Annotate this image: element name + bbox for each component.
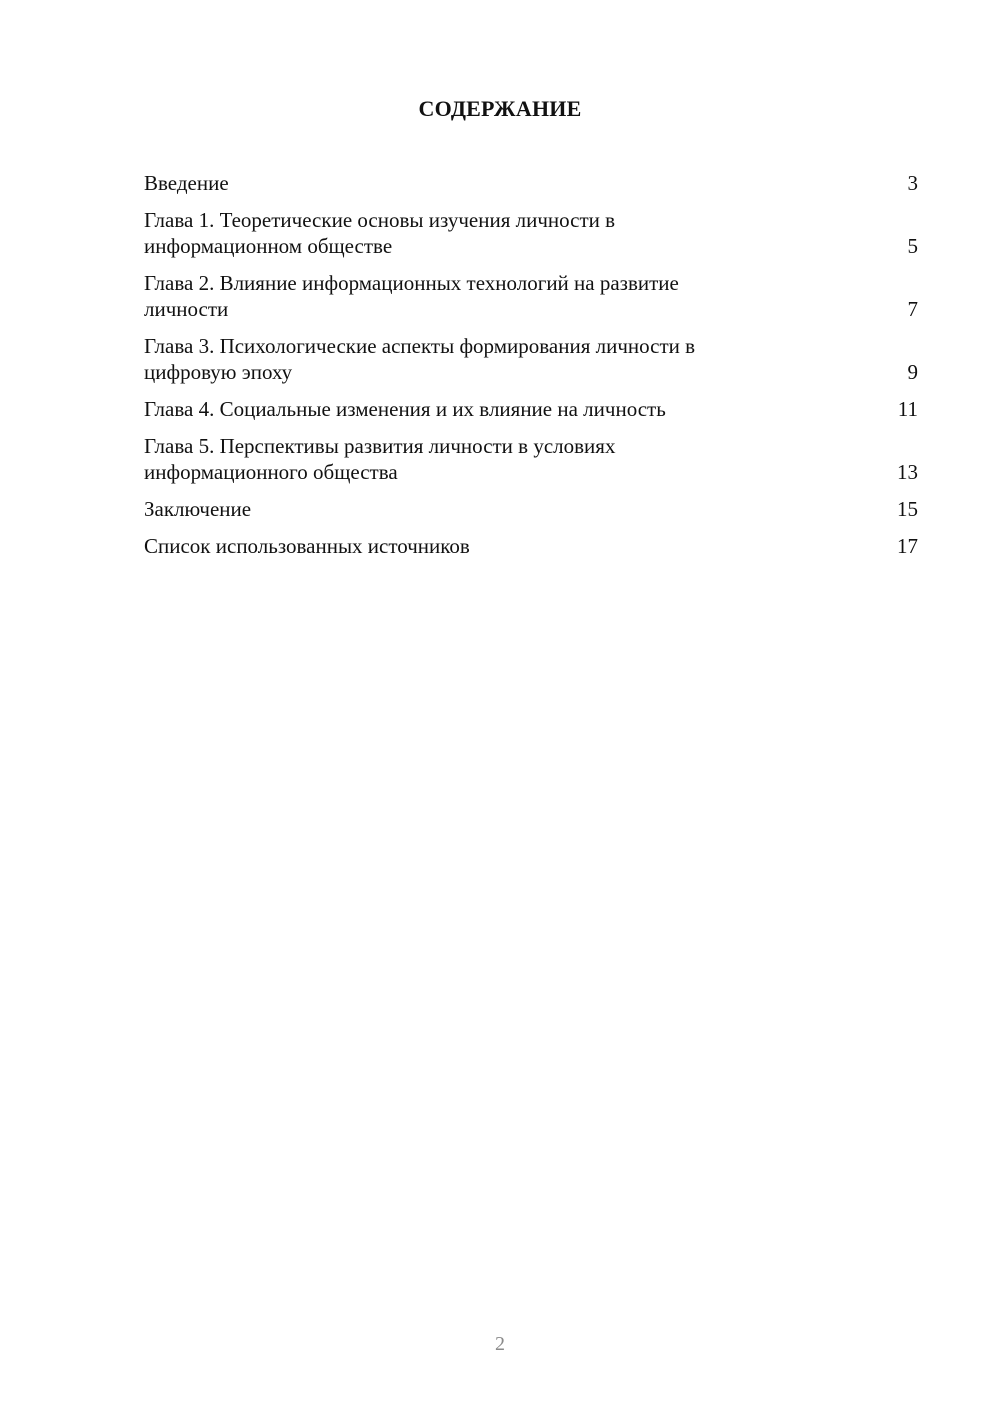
toc-entry-page-number: 11 bbox=[897, 397, 918, 421]
toc-entry-page-number: 17 bbox=[897, 534, 918, 558]
toc-entry-text-continued: личности bbox=[144, 297, 229, 321]
toc-entry-text-continued: цифровую эпоху bbox=[144, 360, 293, 384]
toc-entry-page-number: 13 bbox=[897, 460, 918, 484]
table-of-contents bbox=[144, 170, 918, 570]
toc-entry-page-number: 5 bbox=[907, 234, 918, 258]
toc-entry-chapter-3 bbox=[144, 333, 918, 385]
toc-entry-text: Глава 5. Перспективы развития личности в условиях bbox=[144, 434, 616, 458]
page-title: СОДЕРЖАНИЕ bbox=[418, 96, 582, 121]
toc-entry-text-continued: информационном обществе bbox=[144, 234, 393, 258]
toc-entry-text-continued: информационного общества bbox=[144, 460, 398, 484]
toc-entry-references bbox=[144, 533, 918, 559]
toc-entry-page-number: 3 bbox=[907, 171, 918, 195]
toc-entry-introduction bbox=[144, 170, 918, 196]
toc-entry-text: Введение bbox=[144, 171, 229, 195]
toc-entry-text: Глава 1. Теоретические основы изучения личности в bbox=[144, 208, 616, 232]
toc-entry-chapter-2 bbox=[144, 270, 918, 322]
toc-entry-page-number: 9 bbox=[907, 360, 918, 384]
toc-entry-page-number: 15 bbox=[897, 497, 918, 521]
toc-entry-chapter-5 bbox=[144, 433, 918, 485]
toc-entry-text: Список использованных источников bbox=[144, 534, 470, 558]
toc-entry-chapter-1 bbox=[144, 207, 918, 259]
toc-entry-text: Глава 2. Влияние информационных технологий на развитие bbox=[144, 271, 679, 295]
toc-entry-text: Заключение bbox=[144, 497, 252, 521]
toc-entry-page-number: 7 bbox=[907, 297, 918, 321]
toc-entry-chapter-4 bbox=[144, 396, 918, 422]
toc-entry-text: Глава 4. Социальные изменения и их влияние на личность bbox=[144, 397, 666, 421]
page-number: 2 bbox=[495, 1333, 505, 1355]
toc-entry-text: Глава 3. Психологические аспекты формирования личности в bbox=[144, 334, 696, 358]
toc-entry-conclusion bbox=[144, 496, 918, 522]
